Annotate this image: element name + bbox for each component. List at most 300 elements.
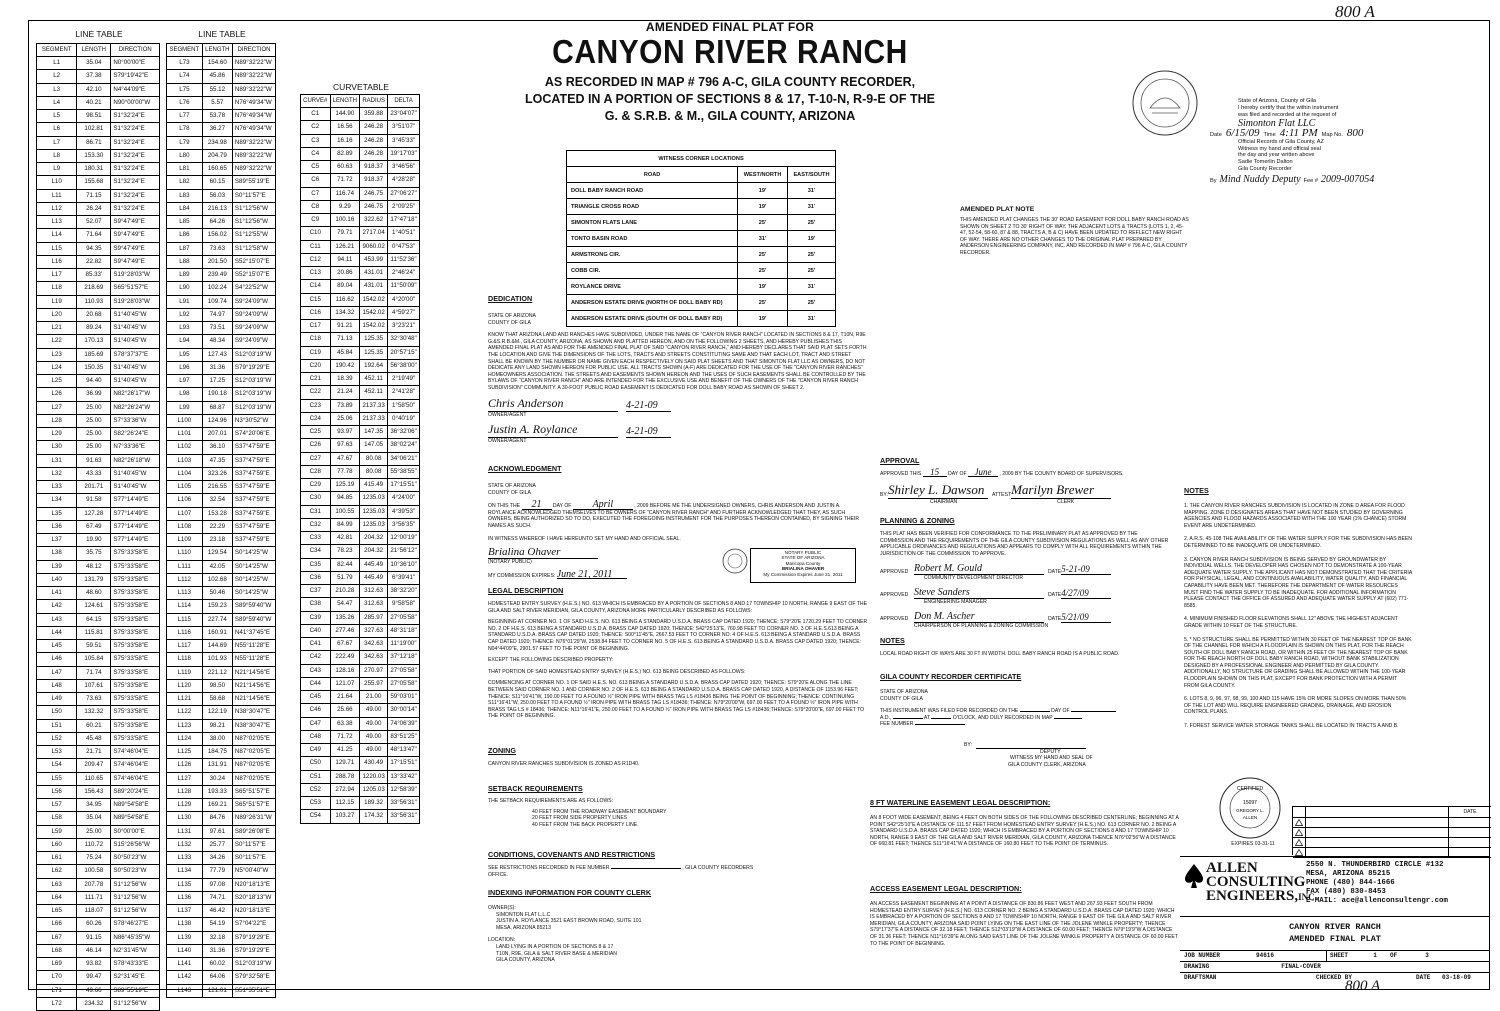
table-row xyxy=(37,507,160,520)
approval-day: 15 xyxy=(923,469,947,477)
table-row xyxy=(301,412,420,425)
table-cell: 45.86 xyxy=(202,70,232,83)
table-cell: N76°49'34"W xyxy=(232,123,275,136)
table-row xyxy=(167,825,276,838)
table-row xyxy=(301,532,420,545)
table-cell: L74 xyxy=(167,70,203,83)
table-cell: 134.32 xyxy=(330,306,360,319)
approver-signature-3: Don M. Ascher xyxy=(914,611,1044,623)
table-row xyxy=(37,520,160,533)
table-cell: L105 xyxy=(167,481,203,494)
table-cell: C10 xyxy=(301,227,331,240)
table-row xyxy=(37,348,160,361)
clerk-label: CLERK xyxy=(1057,498,1075,505)
table-cell: S0°50'23"W xyxy=(111,865,160,878)
access-easement-section xyxy=(870,884,1180,947)
table-cell: N55°11'28"E xyxy=(232,640,275,653)
table-cell: L77 xyxy=(167,110,203,123)
table-cell: 110.65 xyxy=(77,772,111,785)
table-cell: 155.68 xyxy=(77,176,111,189)
table-cell: 103.27 xyxy=(330,810,360,823)
table-cell: S1°12'55"W xyxy=(232,229,275,242)
table-row xyxy=(37,679,160,692)
notary-label: (NOTARY PUBLIC) xyxy=(488,559,532,566)
table-row xyxy=(167,799,276,812)
table-cell: 201.50 xyxy=(202,255,232,268)
table-cell: 147.05 xyxy=(360,439,388,452)
table-cell: 0°40'19" xyxy=(388,412,420,425)
recorder-cert-text-1b: DAY OF xyxy=(1051,708,1070,715)
table-cell: 12°58'39" xyxy=(388,783,420,796)
table-cell: S89°20'24"E xyxy=(111,785,160,798)
table-cell: N76°49'34"W xyxy=(232,96,275,109)
table-row xyxy=(301,108,420,121)
table-cell: 51.79 xyxy=(330,571,360,584)
table-cell: S1°12'56"W xyxy=(111,997,160,1010)
table-row xyxy=(37,666,160,679)
table-row xyxy=(37,70,160,83)
witness-cell: 25' xyxy=(787,215,835,231)
table-cell: 34.26 xyxy=(202,852,232,865)
ack-state: STATE OF ARIZONA xyxy=(488,483,536,489)
table-row xyxy=(301,426,420,439)
table-row xyxy=(301,465,420,478)
table-cell: 64.15 xyxy=(77,613,111,626)
recorder-cert-text-3: FEE NUMBER xyxy=(880,721,914,728)
witness-column-header: EAST/SOUTH xyxy=(787,167,835,183)
table-cell: 327.63 xyxy=(360,624,388,637)
amended-note-heading: AMENDED PLAT NOTE xyxy=(960,206,1035,213)
table-row xyxy=(301,518,420,531)
ccr-section xyxy=(488,850,868,878)
table-cell: 38°32'20" xyxy=(388,585,420,598)
table-column-header: SEGMENT xyxy=(37,44,77,57)
table-cell: L2 xyxy=(37,70,77,83)
table-row xyxy=(301,611,420,624)
general-note-item: 3. CANYON RIVER RANCH SUBDIVISION IS BEING SERVED BY GROUNDWATER BY INDIVIDUAL WELLS. THE DEVELOPER HAS CHOSEN NOT TO DEMONSTRATE A 100-YEAR ADEQUATE WATER SUPPLY. THE APPLICANT HAS NOT DEMONSTRATED THAT THE CRITERIA FOR PHYSICAL, LEGAL, AND CONTINUOUS AVAILABILITY, WATER QUALITY, AND FINANCIAL CAPABILITY HAVE BEEN MET. THEREFORE THE DEPARTMENT OF WATER RESOURCES MUST FIND THE WATER SUPPLY TO BE INADEQUATE. FOR ADDITIONAL INFORMATION PLEASE CONTACT THE OFFICE OF ASSURED AND ADEQUATE WATER SUPPLY AT (602) 771-8585. xyxy=(1184,556,1412,609)
table-cell: S1°12'56"W xyxy=(111,878,160,891)
table-cell: L106 xyxy=(167,494,203,507)
table-cell: 12°00'19" xyxy=(388,532,420,545)
title-area xyxy=(460,20,1000,125)
ack-text: , 2009 BEFORE ME THE UNDERSIGNED OWNERS, CHRIS ANDERSON AND JUSTIN A. ROYLANCE ACKNOWLEDGED THEMSELVES TO BE OWNERS OF "CANYON RIVER RANCH" AND FURTHER ACKNOWLEDGED THAT THEY, AS SUCH OWNERS, BEING AUTHORIZED SO TO DO, EXECUTED THE FOREGOING INSTRUMENT FOR THE PURPOSES THEREON CONTAINED, BY SIGNING THEIR NAMES AS SUCH. xyxy=(488,503,860,529)
table-cell: L100 xyxy=(167,414,203,427)
table-cell: S9°24'09"W xyxy=(232,308,275,321)
table-row xyxy=(167,547,276,560)
table-cell: S9°24'09"W xyxy=(232,335,275,348)
witness-table-title: WITNESS CORNER LOCATIONS xyxy=(567,151,836,167)
table-cell: S19°28'03"W xyxy=(111,269,160,282)
table-cell: 42.10 xyxy=(77,83,111,96)
table-cell: S75°33'58"E xyxy=(111,600,160,613)
table-cell: S79°19'42"E xyxy=(111,70,160,83)
table-cell: 1°40'51" xyxy=(388,227,420,240)
table-cell: L141 xyxy=(167,958,203,971)
table-cell: C39 xyxy=(301,611,331,624)
table-cell: 31.36 xyxy=(202,944,232,957)
table-cell: L11 xyxy=(37,189,77,202)
table-cell: 60.21 xyxy=(77,719,111,732)
table-cell: S1°12'56"W xyxy=(232,216,275,229)
table-row xyxy=(167,375,276,388)
table-row xyxy=(167,96,276,109)
table-cell: C3 xyxy=(301,134,331,147)
table-row xyxy=(301,214,420,227)
table-cell: 180.31 xyxy=(77,163,111,176)
table-cell: C26 xyxy=(301,439,331,452)
table-cell: 49.00 xyxy=(360,704,388,717)
table-row xyxy=(37,534,160,547)
table-cell: S1°12'56"W xyxy=(232,202,275,215)
table-cell: L84 xyxy=(167,202,203,215)
recorder-cert-text-2b: AT xyxy=(923,714,930,721)
owner-date-1: 4-21-09 xyxy=(626,400,671,412)
table-cell: S0°11'57"E xyxy=(232,838,275,851)
table-row xyxy=(37,216,160,229)
sheet-of-label: OF xyxy=(1390,952,1398,959)
witness-row xyxy=(567,247,836,263)
table-cell: S1°40'45"W xyxy=(111,361,160,374)
table-cell: S0°00'00"E xyxy=(111,825,160,838)
table-cell: 49.00 xyxy=(360,717,388,730)
table-cell: L3 xyxy=(37,83,77,96)
table-cell: L111 xyxy=(167,560,203,573)
owner-label-2: OWNER/AGENT xyxy=(488,438,527,445)
notary-stamp-line: My Commission Expires June 21, 2011 xyxy=(763,571,843,577)
table-cell: S0°14'25"W xyxy=(232,560,275,573)
stamp-line: was filed and recorded at the request of xyxy=(1238,111,1337,118)
ccr-heading: CONDITIONS, COVENANTS AND RESTRICTIONS xyxy=(488,850,656,859)
witness-cell: 19' xyxy=(738,183,788,199)
table-row xyxy=(167,666,276,679)
table-row xyxy=(37,149,160,162)
sheet-title xyxy=(1180,916,1490,945)
table-cell: 272.94 xyxy=(330,783,360,796)
table-cell: 25.00 xyxy=(77,428,111,441)
table-row xyxy=(301,810,420,823)
table-row xyxy=(167,414,276,427)
table-cell: N89°32'22"W xyxy=(232,163,275,176)
table-row xyxy=(167,640,276,653)
notary-stamp-line: STATE OF ARIZONA xyxy=(781,555,825,561)
setback-line-1: 40 FEET FROM THE ROADWAY EASEMENT BOUNDARY xyxy=(532,808,667,815)
table-cell: L78 xyxy=(167,123,203,136)
table-cell: L41 xyxy=(37,587,77,600)
table-cell: 19.90 xyxy=(77,534,111,547)
table-cell: S7°33'36"W xyxy=(111,414,160,427)
table-cell: 204.32 xyxy=(360,532,388,545)
table-cell: 84.76 xyxy=(202,812,232,825)
general-note-item: 4. MINIMUM FINISHED FLOOR ELEVATIONS SHALL 12" ABOVE THE HIGHEST ADJACENT GRADE WITHIN 10 FEET OF THE STRUCTURE. xyxy=(1184,616,1398,629)
general-note-item: 2. A.R.S. 45-108 THE AVAILABILITY OF THE WATER SUPPLY FOR THE SUBDIVISION HAS BEEN DETERMINED TO BE INADEQUATE OR UNDETERMINED. xyxy=(1184,536,1412,549)
general-notes-list xyxy=(1184,503,1412,730)
table-cell: S12°03'19"W xyxy=(232,958,275,971)
table-row xyxy=(167,613,276,626)
table-cell: 246.28 xyxy=(360,147,388,160)
table-cell: 21.24 xyxy=(330,386,360,399)
table-cell: 430.49 xyxy=(360,757,388,770)
table-cell: 9°58'58" xyxy=(388,598,420,611)
table-cell: C32 xyxy=(301,518,331,531)
table-cell: 154.60 xyxy=(202,57,232,70)
table-cell: 93.97 xyxy=(330,426,360,439)
table-cell: 21.64 xyxy=(330,691,360,704)
table-cell: S79°19'29"E xyxy=(232,944,275,957)
table-cell: 85.33' xyxy=(77,269,111,282)
table-row xyxy=(301,757,420,770)
table-cell: L82 xyxy=(167,176,203,189)
table-cell: L68 xyxy=(37,944,77,957)
table-cell: C29 xyxy=(301,479,331,492)
table-cell: C2 xyxy=(301,121,331,134)
general-note-item: 7. FOREST SERVICE WATER STORAGE TANKS SHALL BE LOCATED IN TRACTS A AND B. xyxy=(1184,723,1399,730)
table-cell: 115.81 xyxy=(77,626,111,639)
firm-name-3: ENGINEERS, xyxy=(1206,888,1299,904)
table-row xyxy=(167,401,276,414)
witness-cell: TRIANGLE CROSS ROAD xyxy=(567,199,738,215)
table-cell: 1205.03 xyxy=(360,783,388,796)
table-cell: S65°51'57"E xyxy=(111,282,160,295)
table-row xyxy=(167,534,276,547)
table-cell: C34 xyxy=(301,545,331,558)
table-cell: N86°45'35"W xyxy=(111,931,160,944)
ack-witness: IN WITNESS WHEREOF I HAVE HEREUNTO SET MY HAND AND OFFICIAL SEAL. xyxy=(488,535,681,542)
witness-row xyxy=(567,199,836,215)
table-cell: 116.74 xyxy=(330,187,360,200)
recorder-cert-text-2: A.D., xyxy=(880,714,892,721)
table-cell: L71 xyxy=(37,984,77,997)
table-row xyxy=(167,57,276,70)
table-row xyxy=(167,693,276,706)
table-cell: 170.13 xyxy=(77,335,111,348)
table-cell: 342.63 xyxy=(360,651,388,664)
recorder-cert-by: BY: xyxy=(964,741,972,748)
table-cell: 918.37 xyxy=(360,174,388,187)
table-cell: 221.12 xyxy=(202,666,232,679)
table-cell: 36.27 xyxy=(202,123,232,136)
table-cell: N87°02'05"E xyxy=(232,732,275,745)
table-row xyxy=(167,242,276,255)
table-cell: L58 xyxy=(37,812,77,825)
table-row xyxy=(167,454,276,467)
table-cell: L14 xyxy=(37,229,77,242)
table-cell: C48 xyxy=(301,730,331,743)
planning-zoning-section xyxy=(880,516,1170,629)
table-cell: 35.04 xyxy=(77,57,111,70)
table-row xyxy=(167,852,276,865)
table-cell: 453.99 xyxy=(360,253,388,266)
title-main: CANYON RIVER RANCH xyxy=(552,34,908,71)
table-cell: L39 xyxy=(37,560,77,573)
chairman-label: CHAIRMAN xyxy=(930,498,958,505)
table-cell: S78°43'33"E xyxy=(111,958,160,971)
table-cell: 160.65 xyxy=(202,163,232,176)
table-row xyxy=(167,295,276,308)
table-cell: 89.24 xyxy=(77,322,111,335)
table-cell: 102.24 xyxy=(202,282,232,295)
table-row xyxy=(167,282,276,295)
ack-on-this: ON THIS THE xyxy=(488,503,521,510)
table-cell: C28 xyxy=(301,465,331,478)
table-row xyxy=(167,136,276,149)
table-row xyxy=(37,176,160,189)
table-cell: 110.93 xyxy=(77,295,111,308)
table-cell: 2°41'28" xyxy=(388,386,420,399)
firm-contact xyxy=(1306,861,1448,906)
table-cell: 74.97 xyxy=(202,308,232,321)
approval-text-2: DAY OF xyxy=(948,471,967,477)
table-cell: 9.29 xyxy=(330,200,360,213)
table-cell: L28 xyxy=(37,414,77,427)
table-row xyxy=(37,322,160,335)
table-cell: 16.16 xyxy=(330,134,360,147)
table-row xyxy=(301,306,420,319)
table-cell: 445.49 xyxy=(360,558,388,571)
table-cell: L51 xyxy=(37,719,77,732)
access-text: AN ACCESS EASEMENT BEGINNING AT A POINT A DISTANCE OF 830.86 FEET WEST AND 267.93 FEET SOUTH FROM HOMESTEAD ENTRY SURVEY (H.E.S.) NO. 613 CORNER NO. 2 BEING A STANDARD U.S.D.A. BRASS CAP DATED 1920; WHICH IS EMBRACED BY A PORTION OF SECTIONS 8 AND 17 TOWNSHIP 10 NORTH, RANGE 9 EAST OF THE GILA AND SALT RIVER MERIDIAN, GILA COUNTY, ARIZONA SAID POINT LYING ON THE EAST LINE OF THE JOLENE WINKLE PROPERTY; THENCE S79°17'37"E A DISTANCE OF 32.18 FEET; THENCE S12°03'19"W A DISTANCE OF 60.00 FEET; THENCE N79°19'9"W A DISTANCE OF 31.36 FEET; THENCE N11°16'39"E ALONG SAID EAST LINE OF THE JOLENE WINKLE PROPERTY A DISTANCE OF 60.00 FEET TO THE POINT OF BEGINNING. xyxy=(870,901,1178,947)
witness-cell: 25' xyxy=(787,247,835,263)
table-cell: 98.50 xyxy=(202,679,232,692)
table-cell: S9°47'49"E xyxy=(111,242,160,255)
ack-county: COUNTY OF GILA xyxy=(488,489,531,496)
table-cell: 55.12 xyxy=(202,83,232,96)
table-cell: 4°28'28" xyxy=(388,174,420,187)
table-cell: S0°11'57"E xyxy=(232,189,275,202)
table-cell: L126 xyxy=(167,759,203,772)
table-row xyxy=(167,335,276,348)
table-cell: L33 xyxy=(37,481,77,494)
table-row xyxy=(301,492,420,505)
table-cell: S1°32'24"E xyxy=(111,202,160,215)
table-cell: C36 xyxy=(301,571,331,584)
table-row xyxy=(37,971,160,984)
table-cell: L135 xyxy=(167,878,203,891)
table-cell: S75°33'58"E xyxy=(111,573,160,586)
table-cell: 48°13'47" xyxy=(388,744,420,757)
table-cell: S37°47'59"E xyxy=(232,520,275,533)
table-cell: S78°37'37"E xyxy=(111,348,160,361)
table-cell: 67.49 xyxy=(77,520,111,533)
table-row xyxy=(301,240,420,253)
table-cell: L29 xyxy=(37,428,77,441)
table-cell: 153.30 xyxy=(77,149,111,162)
table-cell: L12 xyxy=(37,202,77,215)
table-row xyxy=(37,984,160,997)
table-cell: 110.72 xyxy=(77,838,111,851)
table-cell: L35 xyxy=(37,507,77,520)
job-number-label: JOB NUMBER xyxy=(1184,952,1221,959)
witness-row xyxy=(567,263,836,279)
table-row xyxy=(37,547,160,560)
ack-month: April xyxy=(573,502,633,510)
table-cell: C51 xyxy=(301,770,331,783)
table-cell: 71.72 xyxy=(330,174,360,187)
witness-cell: 31' xyxy=(787,311,835,327)
table-cell: L70 xyxy=(37,971,77,984)
table-cell: 189.32 xyxy=(360,797,388,810)
table-cell: 60.63 xyxy=(330,161,360,174)
table-cell: 3°45'33" xyxy=(388,134,420,147)
table-cell: L9 xyxy=(37,163,77,176)
table-cell: 3°23'21" xyxy=(388,320,420,333)
table-cell: L112 xyxy=(167,573,203,586)
table-cell: 121.01 xyxy=(202,984,232,997)
stamp-date-label: Date xyxy=(1210,132,1222,138)
table-cell: C8 xyxy=(301,200,331,213)
table-row xyxy=(37,454,160,467)
table-row xyxy=(167,732,276,745)
table-cell: 2137.33 xyxy=(360,399,388,412)
acknowledgment-heading: ACKNOWLEDGMENT xyxy=(488,464,562,473)
table-cell: S77°14'49"E xyxy=(111,507,160,520)
table-cell: 3°51'07" xyxy=(388,121,420,134)
table-cell: 71.15 xyxy=(77,189,111,202)
table-cell: L125 xyxy=(167,746,203,759)
table-row xyxy=(37,110,160,123)
table-cell: S89°59'40"W xyxy=(232,613,275,626)
table-cell: N82°26'17"W xyxy=(111,388,160,401)
table-cell: 135.26 xyxy=(330,611,360,624)
witness-cell: COBB CIR. xyxy=(567,263,738,279)
table-cell: S78°46'27"E xyxy=(111,918,160,931)
table-row xyxy=(301,664,420,677)
table-row xyxy=(37,136,160,149)
table-row xyxy=(301,386,420,399)
table-row xyxy=(301,280,420,293)
table-cell: L22 xyxy=(37,335,77,348)
table-cell: N21°14'56"E xyxy=(232,693,275,706)
table-cell: 25.06 xyxy=(330,412,360,425)
table-cell: L24 xyxy=(37,361,77,374)
table-cell: 129.71 xyxy=(330,757,360,770)
approver-date-label-3: DATE xyxy=(1048,615,1062,622)
table-cell: S77°14'49"E xyxy=(111,520,160,533)
table-cell: N20°18'13"E xyxy=(232,905,275,918)
notary-stamp-line: BRIALINA OHAVER xyxy=(781,566,825,572)
table-row xyxy=(167,189,276,202)
line-table-2 xyxy=(166,43,276,998)
witness-cell: 31' xyxy=(787,279,835,295)
table-cell: 45.48 xyxy=(77,732,111,745)
approver-date-3: 5/21/09 xyxy=(1061,612,1111,623)
sheet-bottom-label: 800 A xyxy=(1345,978,1381,994)
table-cell: L130 xyxy=(167,812,203,825)
table-cell: C24 xyxy=(301,412,331,425)
table-row xyxy=(167,878,276,891)
sheet-title-1: CANYON RIVER RANCH xyxy=(1289,922,1381,932)
table-cell: S20°18'13"W xyxy=(232,891,275,904)
table-cell: 102.81 xyxy=(77,123,111,136)
table-row xyxy=(167,971,276,984)
table-cell: 2°09'25" xyxy=(388,200,420,213)
table-cell: C46 xyxy=(301,704,331,717)
table-row xyxy=(37,613,160,626)
table-row xyxy=(167,931,276,944)
approved-label-2: APPROVED xyxy=(880,592,909,599)
table-cell: 30.24 xyxy=(202,772,232,785)
table-cell: 2137.33 xyxy=(360,412,388,425)
table-cell: 1235.03 xyxy=(360,518,388,531)
table-cell: 45.84 xyxy=(330,346,360,359)
table-cell: N20°18'13"E xyxy=(232,878,275,891)
table-cell: S75°33'58"E xyxy=(111,693,160,706)
approver-date-label-1: DATE xyxy=(1048,568,1062,575)
table-cell: 49.00 xyxy=(360,744,388,757)
table-cell: C41 xyxy=(301,638,331,651)
table-row xyxy=(301,134,420,147)
table-cell: 17°15'51" xyxy=(388,757,420,770)
table-row xyxy=(167,573,276,586)
